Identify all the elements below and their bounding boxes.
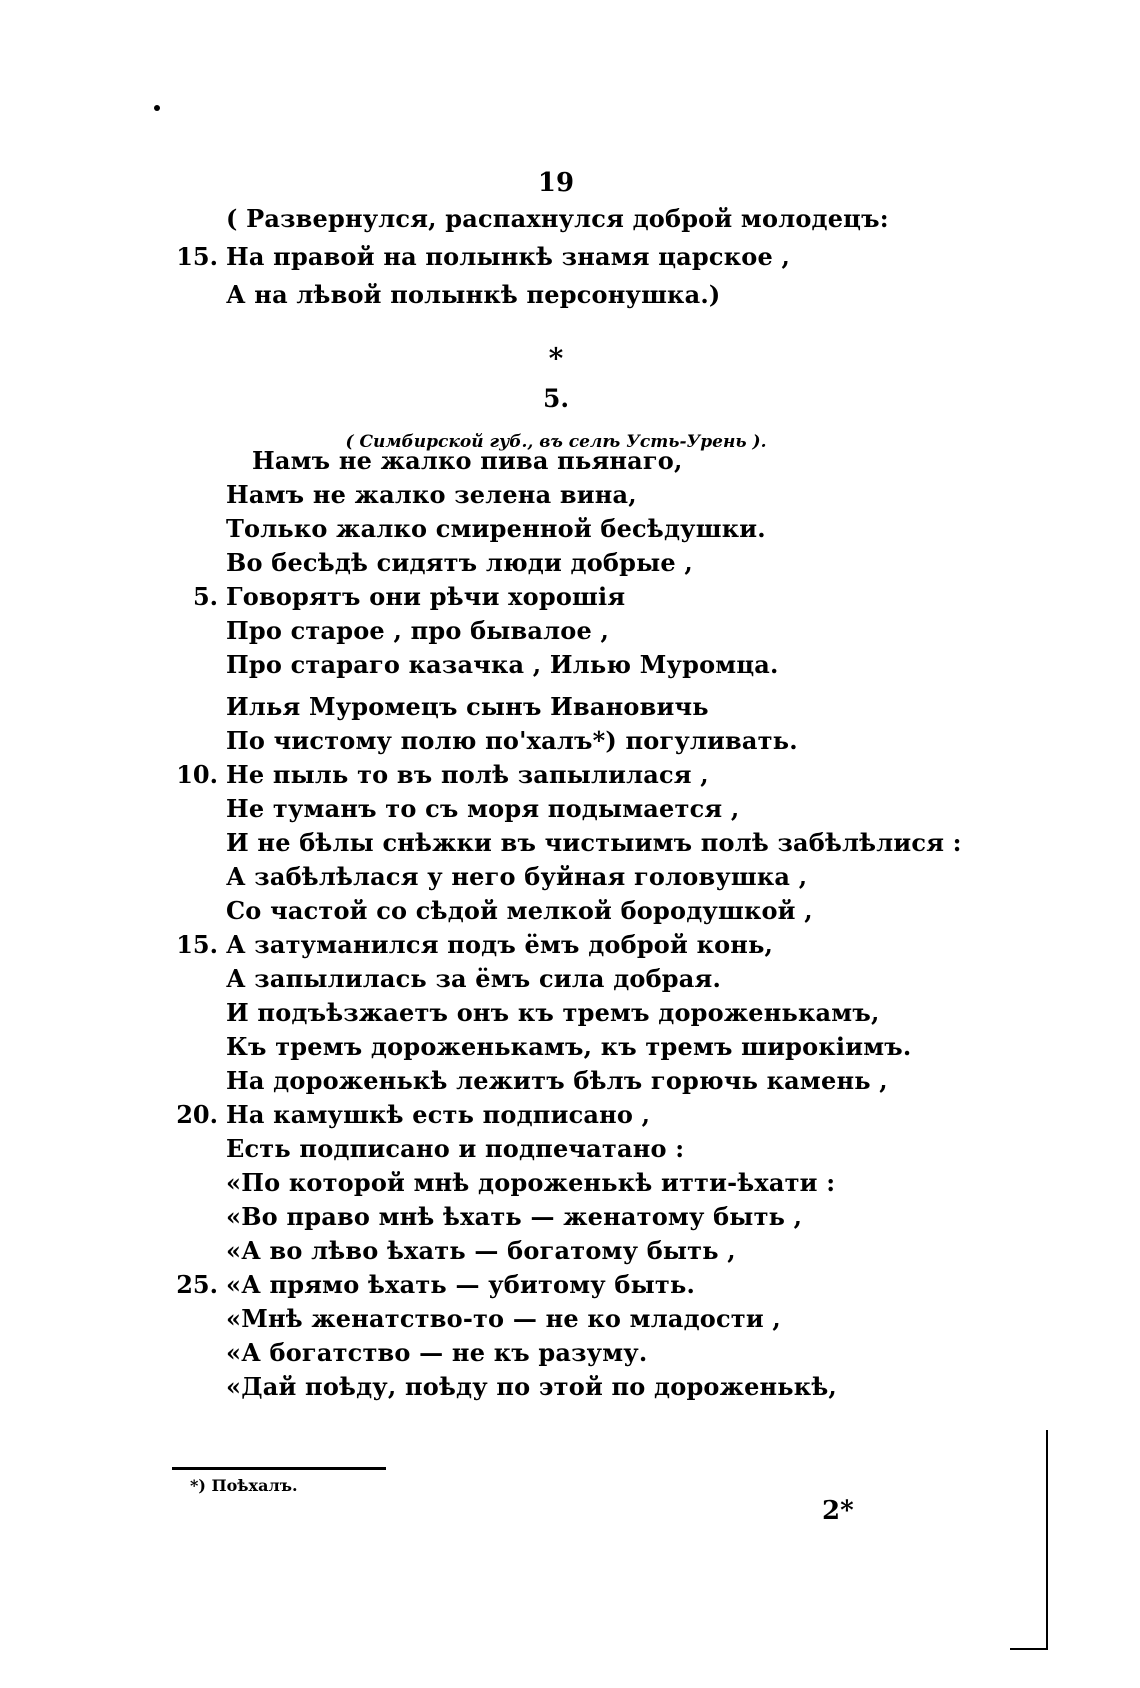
verse-text: На камушкѣ есть подписано , [226, 1100, 651, 1129]
signature-mark: 2* [822, 1496, 854, 1526]
verse-text: «Дай поѣду, поѣду по этой по дороженькѣ, [226, 1372, 837, 1401]
verse-text: Во бесѣдѣ сидятъ люди добрые , [226, 548, 693, 577]
verse-text: А на лѣвой полынкѣ персонушка.) [226, 280, 721, 309]
verse-text: Къ тремъ дороженькамъ, къ тремъ широкіимъ. [226, 1032, 912, 1061]
verse-text: И не бѣлы снѣжки въ чистыимъ полѣ забѣлѣлися : [226, 828, 962, 857]
verse-text: «А богатство — не къ разуму. [226, 1338, 648, 1367]
verse-text: Есть подписано и подпечатано : [226, 1134, 685, 1163]
verse-text: На правой на полынкѣ знамя царское , [226, 242, 791, 271]
verse-text: А запылилась за ёмъ сила добрая. [226, 964, 722, 993]
verse-text: Говорятъ они рѣчи хорошія [226, 582, 626, 611]
line-number: 15. [176, 242, 218, 271]
footnote: *) Поѣхалъ. [190, 1476, 298, 1495]
verse-text: Не пыль то въ полѣ запылилася , [226, 760, 709, 789]
verse-text: Со частой со сѣдой мелкой бородушкой , [226, 896, 813, 925]
line-number: 15. [176, 930, 218, 959]
verse-text: «Мнѣ женатство-то — не ко младости , [226, 1304, 781, 1333]
verse-text: На дороженькѣ лежитъ бѣлъ горючь камень , [226, 1066, 888, 1095]
source-note: ( Симбирской губ., въ селѣ Усть-Урень ). [345, 432, 767, 452]
line-number: 5. [192, 582, 218, 611]
page-number: 19 [537, 168, 575, 198]
verse-text: Не туманъ то съ моря подымается , [226, 794, 740, 823]
verse-text: А забѣлѣлася у него буйная головушка , [226, 862, 808, 891]
verse-text: По чистому полю по'халъ*) погуливать. [226, 726, 798, 755]
verse-text: А затуманился подъ ёмъ доброй конь, [226, 930, 774, 959]
verse-text: «По которой мнѣ дороженькѣ итти-ѣхати : [226, 1168, 836, 1197]
verse-text: «Во право мнѣ ѣхать — женатому быть , [226, 1202, 803, 1231]
line-number: 10. [176, 760, 218, 789]
page-edge-corner [1010, 1648, 1048, 1650]
print-speck [154, 105, 160, 111]
verse-text: Про старое , про бывалое , [226, 616, 610, 645]
section-number: 5. [542, 384, 570, 413]
verse-text: Про стараго казачка , Илью Муромца. [226, 650, 779, 679]
section-separator: * [548, 342, 564, 375]
verse-text: «А во лѣво ѣхать — богатому быть , [226, 1236, 736, 1265]
verse-text: ( Развернулся, распахнулся доброй молодецъ: [226, 204, 889, 233]
verse-text: И подъѣзжаетъ онъ къ тремъ дороженькамъ, [226, 998, 880, 1027]
verse-text: Только жалко смиренной бесѣдушки. [226, 514, 766, 543]
footnote-rule [172, 1467, 386, 1470]
verse-text: «А прямо ѣхать — убитому быть. [226, 1270, 695, 1299]
page-edge-line [1046, 1430, 1048, 1650]
line-number: 20. [176, 1100, 218, 1129]
verse-text: Намъ не жалко зелена вина, [226, 480, 637, 509]
verse-text: Илья Муромецъ сынъ Ивановичь [226, 692, 709, 721]
verse-text: Намъ не жалко пива пьянаго, [252, 446, 683, 475]
line-number: 25. [176, 1270, 218, 1299]
